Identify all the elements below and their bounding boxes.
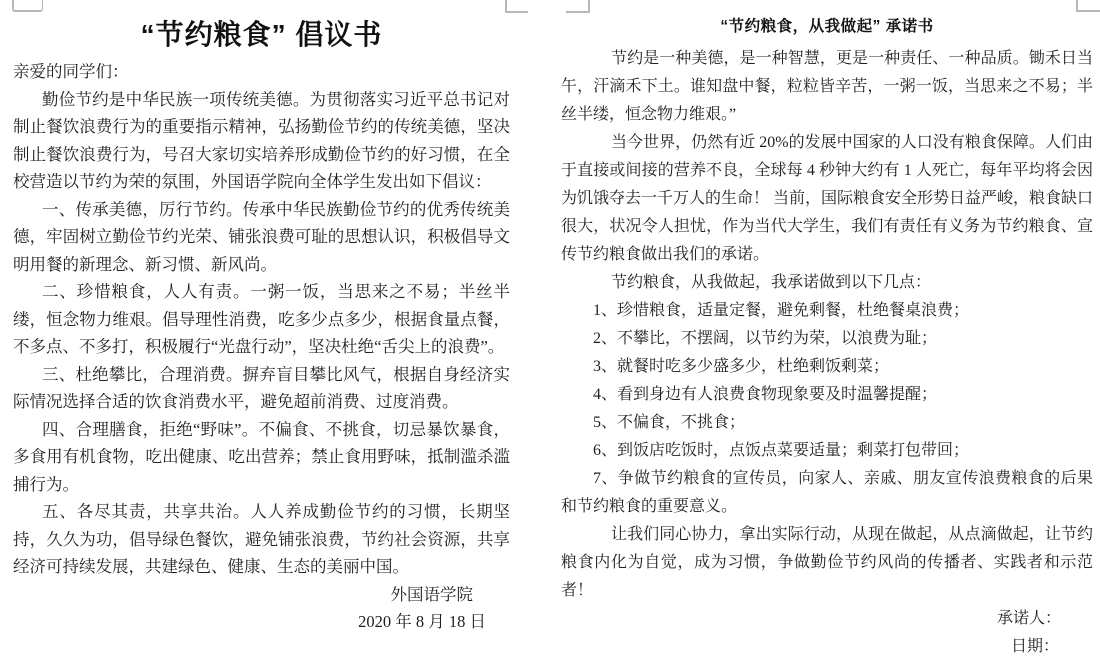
proposal-signature-block	[13, 581, 510, 636]
proposal-paragraph: 四、合理膳食，拒绝“野味”。不偏食、不挑食，切忌暴饮暴食，多食用有机食物，吃出健康、吃出营养；禁止食用野味，抵制滥杀滥捕行为。	[13, 419, 510, 494]
pledge-signature-block	[561, 605, 1093, 661]
proposal-salutation: 亲爱的同学们：	[13, 62, 129, 81]
pledge-title: “节约粮食，从我做起” 承诺书	[720, 18, 934, 35]
page-proposal	[0, 0, 550, 636]
pledge-item: 5、不偏食，不挑食；	[593, 414, 746, 431]
pledge-signer-label: 承诺人：	[996, 610, 1061, 627]
pledge-closing: 让我们同心协力，拿出实际行动，从现在做起，从点滴做起，让节约粮食内化为自觉，成为习惯，争做勤俭节约风尚的传播者、实践者和示范者！	[561, 526, 1093, 599]
pledge-paragraph: 当今世界，仍然有近 20%的发展中国家的人口没有粮食保障。人们由于直接或间接的营养不良，全球每 4 秒钟大约有 1 人死亡，每年平均将会因为饥饿夺去一千万人的生命！ 当前，国际粮食安全形势日益严峻，粮食缺口很大，状况令人担忧，作为当代大学生，我们有责任有义务为节约粮食、宣传节约粮食做出我们的承诺。	[561, 134, 1094, 263]
pledge-item: 1、珍惜粮食，适量定餐，避免剩餐，杜绝餐桌浪费；	[593, 302, 970, 319]
proposal-title: “节约粮食” 倡议书	[140, 19, 383, 50]
pledge-item: 2、不攀比，不摆阔，以节约为荣，以浪费为耻；	[593, 330, 938, 347]
proposal-date: 2020 年 8 月 18 日	[358, 612, 486, 631]
proposal-paragraph: 勤俭节约是中华民族一项传统美德。为贯彻落实习近平总书记对制止餐饮浪费行为的重要指示精神，弘扬勤俭节约的传统美德，坚决制止餐饮浪费行为，号召大家切实培养形成勤俭节约的好习惯，在全校营造以节约为荣的氛围，外国语学院向全体学生发出如下倡议：	[13, 89, 510, 191]
pledge-lead: 节约粮食，从我做起，我承诺做到以下几点：	[611, 274, 932, 291]
proposal-signature: 外国语学院	[390, 584, 473, 604]
pledge-item: 3、就餐时吃多少盛多少，杜绝剩饭剩菜；	[593, 358, 890, 375]
proposal-paragraph: 二、珍惜粮食，人人有责。一粥一饭，当思来之不易；半丝半缕，恒念物力维艰。倡导理性消费，吃多少点多少，根据食量点餐，不多点、不多打，积极履行“光盘行动”，坚决杜绝“舌尖上的浪费”。	[13, 282, 510, 356]
proposal-paragraph: 三、杜绝攀比，合理消费。摒弃盲目攀比风气，根据自身经济实际情况选择合适的饮食消费水平，避免超前消费、过度消费。	[13, 364, 510, 411]
page-pledge	[550, 0, 1100, 655]
pledge-item: 7、争做节约粮食的宣传员，向家人、亲戚、朋友宣传浪费粮食的后果和节约粮食的重要意义。	[561, 470, 1093, 515]
pledge-item: 4、看到身边有人浪费食物现象要及时温馨提醒；	[593, 386, 938, 403]
pledge-paragraph: 节约是一种美德，是一种智慧，更是一种责任、一种品质。锄禾日当午，汗滴禾下土。谁知盘中餐，粒粒皆辛苦，一粥一饭，当思来之不易；半丝半缕，恒念物力维艰。”	[561, 50, 1093, 123]
pledge-date-label: 日期：	[1010, 638, 1059, 655]
pledge-item: 6、到饭店吃饭时，点饭点菜要适量；剩菜打包带回；	[593, 442, 970, 459]
proposal-paragraph: 一、传承美德，厉行节约。传承中华民族勤俭节约的优秀传统美德，牢固树立勤俭节约光荣、铺张浪费可耻的思想认识，积极倡导文明用餐的新理念、新习惯、新风尚。	[13, 199, 510, 274]
proposal-paragraph: 五、各尽其责，共享共治。人人养成勤俭节约的习惯，长期坚持，久久为功，倡导绿色餐饮，避免铺张浪费，节约社会资源，共享经济可持续发展，共建绿色、健康、生态的美丽中国。	[13, 502, 510, 576]
